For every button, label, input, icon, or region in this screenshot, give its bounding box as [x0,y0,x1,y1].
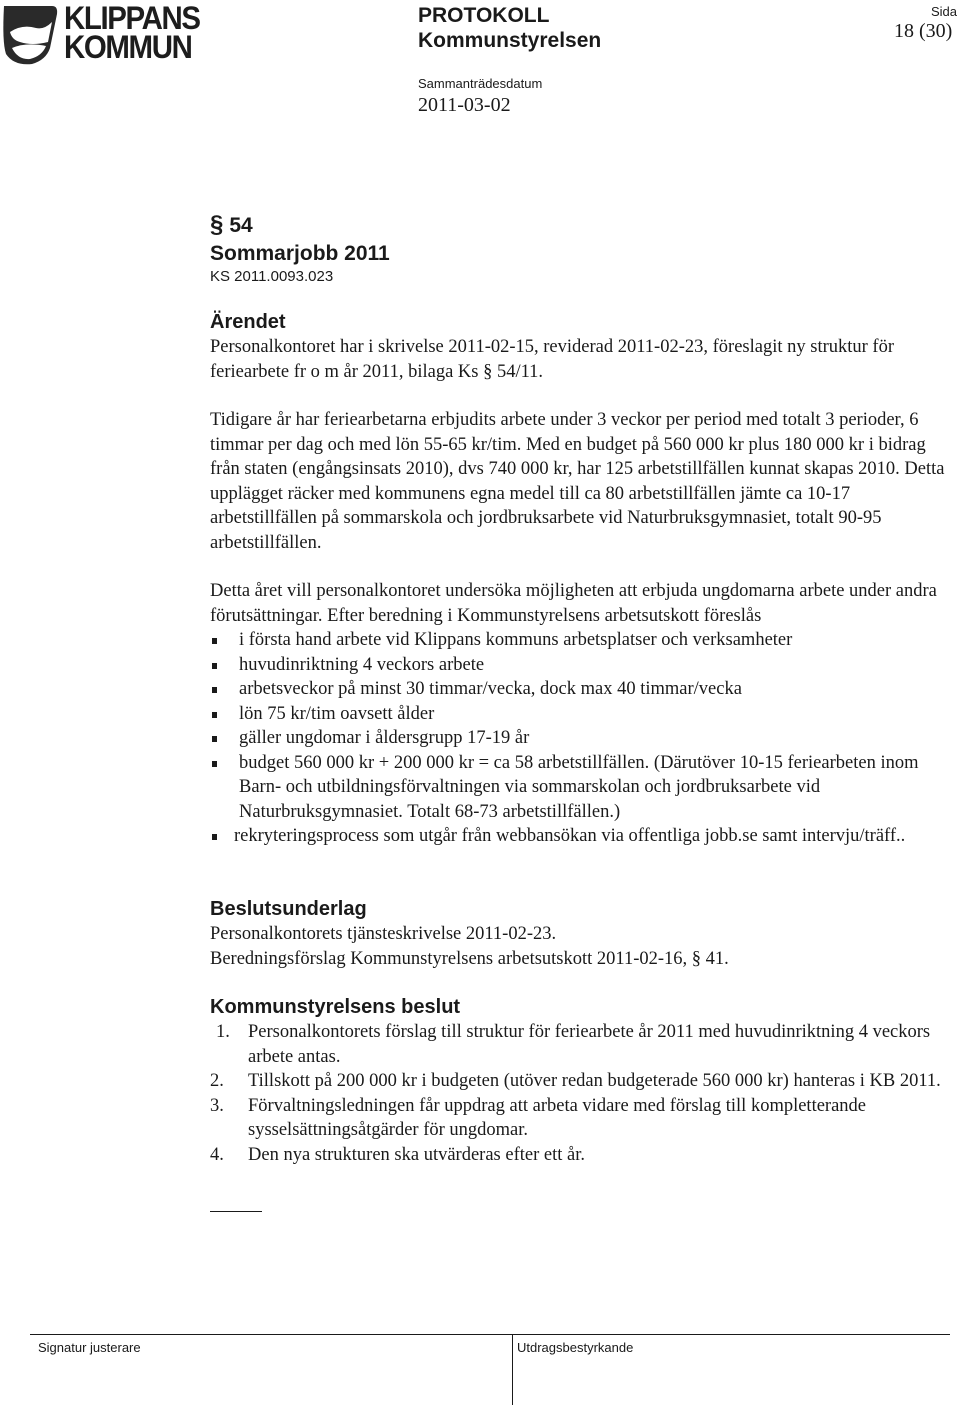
decision-number: 1. [216,1022,230,1042]
footer-rule [30,1334,950,1335]
bullet-item: i första hand arbete vid Klippans kommuns arbetsplatser och verksamheter [210,628,955,653]
decision-item [210,1094,960,1143]
klippan-shield-icon [2,2,60,66]
decision-item [210,1143,960,1168]
underlag-line-1: Personalkontorets tjänsteskrivelse 2011-02-23. [210,924,557,944]
decision-item [210,1069,960,1094]
bullet-item: gäller ungdomar i åldersgrupp 17-19 år [210,726,955,751]
beslutsunderlag-heading: Beslutsunderlag [210,898,367,920]
bullet-item: budget 560 000 kr + 200 000 kr = ca 58 arbetstillfällen. (Därutöver 10-15 feriearbeten inom Barn- och utbildningsförvaltningen via sommarskolan och jordbruksarbete vid Naturbruksgymnasiet. Totalt 68-73 arbetstillfällen.) [210,751,955,825]
arendet-section [210,309,955,384]
proposal-bullet-list [210,628,955,849]
extract-certification-label: Utdragsbestyrkande [517,1340,634,1355]
case-reference: KS 2011.0093.023 [210,268,334,285]
decision-number: 2. [210,1071,224,1091]
municipality-logo [2,2,222,68]
decision-number: 3. [210,1095,224,1116]
bullet-item: arbetsveckor på minst 30 timmar/vecka, dock max 40 timmar/vecka [210,677,955,702]
beslut-heading: Kommunstyrelsens beslut [210,996,461,1018]
decision-text: Tillskott på 200 000 kr i budgeten (utöver redan budgeterade 560 000 kr) hanteras i KB 2011. [248,1071,941,1091]
logo-line-1: KLIPPANS [64,0,200,36]
arendet-paragraph-3: Detta året vill personalkontoret undersöka möjligheten att erbjuda ungdomarna arbete under andra förutsättningar. Efter beredning i Kommunstyrelsens arbetsutskott föreslås [210,581,937,626]
decision-text: Den nya strukturen ska utvärderas efter ett år. [248,1144,585,1165]
decision-text: Personalkontorets förslag till struktur för feriearbete år 2011 med huvudinriktning 4 veckors arbete antas. [248,1022,931,1067]
paragraph-sign-icon: § [210,211,224,238]
decision-list [210,1020,960,1167]
section-number [210,210,930,241]
section-title: Sommarjobb 2011 [210,242,390,265]
arendet-heading: Ärendet [210,311,286,333]
decision-number: 4. [210,1144,224,1165]
logo-line-2: KOMMUN [64,29,192,65]
bullet-item: rekryteringsprocess som utgår från webbansökan via offentliga jobb.se samt intervju/träff.. [210,824,955,849]
section-header [210,210,930,287]
arendet-paragraph-1: Personalkontoret har i skrivelse 2011-02-15, reviderad 2011-02-23, föreslagit ny struktur för feriearbete fr o m år 2011, bilaga Ks § 54/11. [210,337,894,382]
underlag-line-2: Beredningsförslag Kommunstyrelsens arbetsutskott 2011-02-16, § 41. [210,948,729,969]
bullet-item: lön 75 kr/tim oavsett ålder [210,702,955,727]
logo-wordmark [64,0,200,65]
document-organisation: Kommunstyrelsen [418,29,602,52]
meeting-date-label: Sammanträdesdatum [418,76,543,91]
decision-item [210,1020,960,1069]
arendet-paragraph-2: Tidigare år har feriearbetarna erbjudits arbete under 3 veckor per period med totalt 3 perioder, 6 timmar per dag och med lön 55-65 kr/tim. Med en budget på 560 000 kr plus 180 000 kr i bidrag från staten (engångsinsats 2010), dvs 740 000 kr, har 125 arbetstillfällen kunnat skapas 2010. Detta upplägget räcker med kommunens egna medel till ca 80 arbetstillfällen jämte ca 10-17 arbetstillfällen på sommarskola och jordbruksarbete vid Naturbruksgymnasiet, totalt 90-95 arbetstillfällen. [210,410,945,553]
decision-text: Förvaltningsledningen får uppdrag att arbeta vidare med förslag till kompletterande sysselsättningsåtgärder för ungdomar. [248,1095,867,1140]
section-number-value: 54 [229,214,253,237]
section-end-rule [210,1211,262,1212]
signature-adjuster-label: Signatur justerare [38,1340,141,1355]
page-number: 18 (30) [894,20,953,42]
page-label: Sida [931,4,958,19]
footer-divider [512,1335,513,1405]
document-type: PROTOKOLL [418,4,550,27]
beslut-section [210,994,960,1167]
bullet-item: huvudinriktning 4 veckors arbete [210,653,955,678]
meeting-date-value: 2011-03-02 [418,94,511,116]
beslutsunderlag-section [210,896,955,971]
